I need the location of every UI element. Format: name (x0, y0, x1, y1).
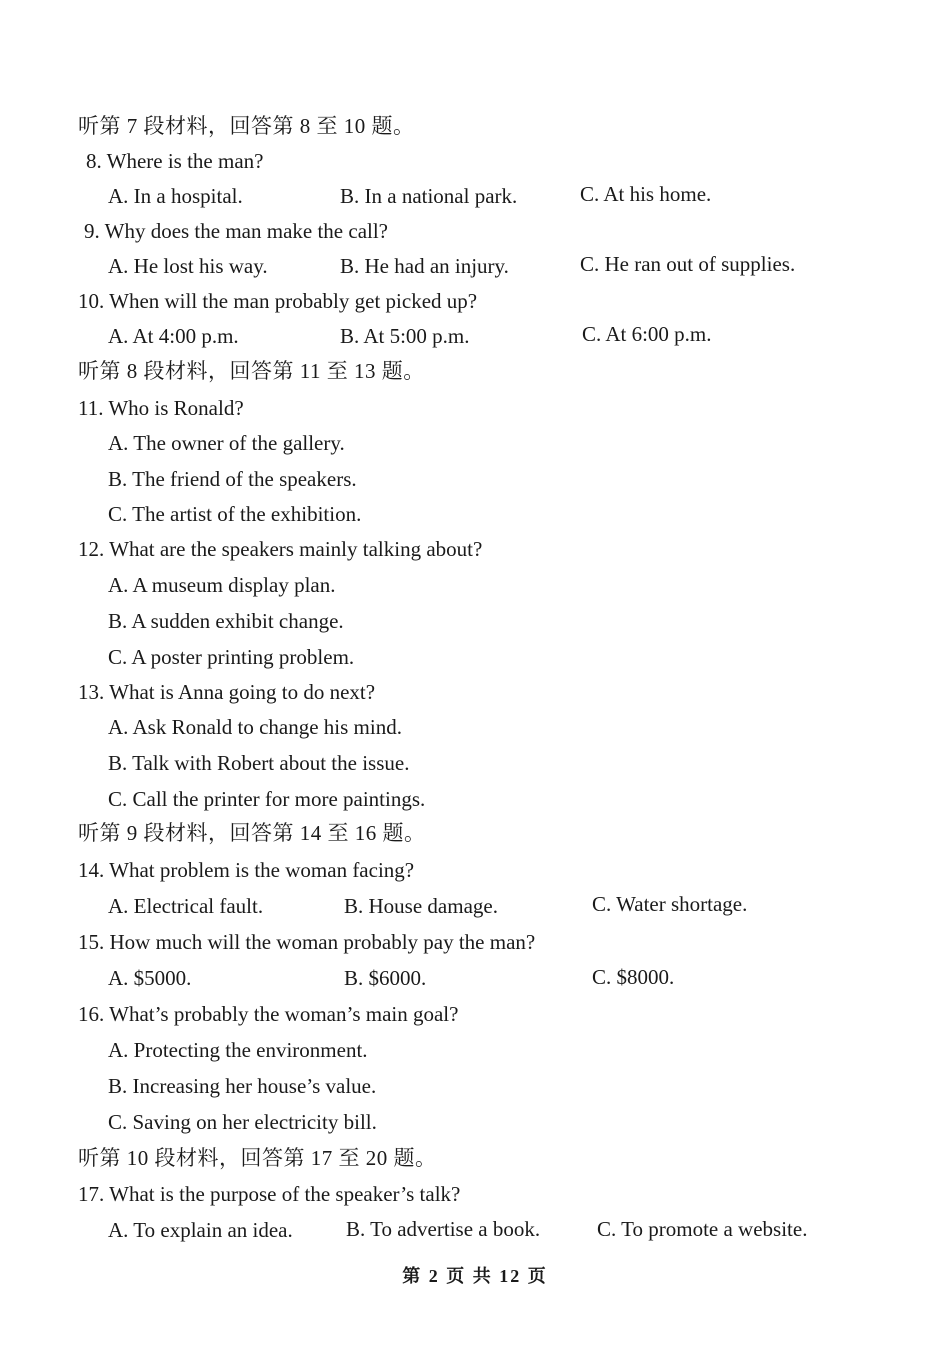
option-c: C. Water shortage. (592, 892, 748, 916)
section-header: 听第 8 段材料，回答第 11 至 13 题。 (78, 359, 425, 383)
option-a: A. Protecting the environment. (108, 1038, 368, 1062)
question-stem: 9. Why does the man make the call? (84, 219, 389, 243)
option-c: C. A poster printing problem. (108, 645, 355, 669)
option-c: C. At 6:00 p.m. (582, 322, 712, 346)
option-c: C. He ran out of supplies. (580, 252, 796, 276)
question-stem: 12. What are the speakers mainly talking about? (78, 537, 483, 561)
option-a: A. Electrical fault. (108, 894, 264, 918)
option-b: B. House damage. (344, 894, 498, 918)
option-b: B. Increasing her house’s value. (108, 1074, 377, 1098)
section-header: 听第 9 段材料，回答第 14 至 16 题。 (78, 821, 426, 845)
option-b: B. At 5:00 p.m. (340, 324, 470, 348)
question-stem: 17. What is the purpose of the speaker’s talk? (78, 1182, 461, 1206)
option-a: A. Ask Ronald to change his mind. (108, 715, 402, 739)
option-a: A. In a hospital. (108, 184, 243, 208)
option-b: B. He had an injury. (340, 254, 509, 278)
option-a: A. He lost his way. (108, 254, 268, 278)
option-a: A. To explain an idea. (108, 1218, 293, 1242)
question-stem: 11. Who is Ronald? (78, 396, 244, 420)
section-header: 听第 7 段材料，回答第 8 至 10 题。 (78, 114, 415, 138)
option-c: C. To promote a website. (597, 1217, 808, 1241)
option-b: B. To advertise a book. (346, 1217, 541, 1241)
page-footer: 第 2 页 共 12 页 (402, 1266, 548, 1286)
option-a: A. $5000. (108, 966, 192, 990)
option-c: C. The artist of the exhibition. (108, 502, 362, 526)
option-b: B. Talk with Robert about the issue. (108, 751, 410, 775)
option-b: B. In a national park. (340, 184, 518, 208)
option-c: C. At his home. (580, 182, 712, 206)
question-stem: 10. When will the man probably get picked up? (78, 289, 478, 313)
option-b: B. The friend of the speakers. (108, 467, 357, 491)
option-c: C. $8000. (592, 965, 675, 989)
question-stem: 16. What’s probably the woman’s main goal? (78, 1002, 459, 1026)
option-c: C. Saving on her electricity bill. (108, 1110, 377, 1134)
option-a: A. At 4:00 p.m. (108, 324, 239, 348)
question-stem: 13. What is Anna going to do next? (78, 680, 376, 704)
question-stem: 8. Where is the man? (86, 149, 264, 173)
question-stem: 14. What problem is the woman facing? (78, 858, 415, 882)
section-header: 听第 10 段材料，回答第 17 至 20 题。 (78, 1146, 437, 1170)
option-b: B. A sudden exhibit change. (108, 609, 344, 633)
option-a: A. A museum display plan. (108, 573, 336, 597)
option-a: A. The owner of the gallery. (108, 431, 345, 455)
option-c: C. Call the printer for more paintings. (108, 787, 426, 811)
option-b: B. $6000. (344, 966, 427, 990)
question-stem: 15. How much will the woman probably pay the man? (78, 930, 536, 954)
